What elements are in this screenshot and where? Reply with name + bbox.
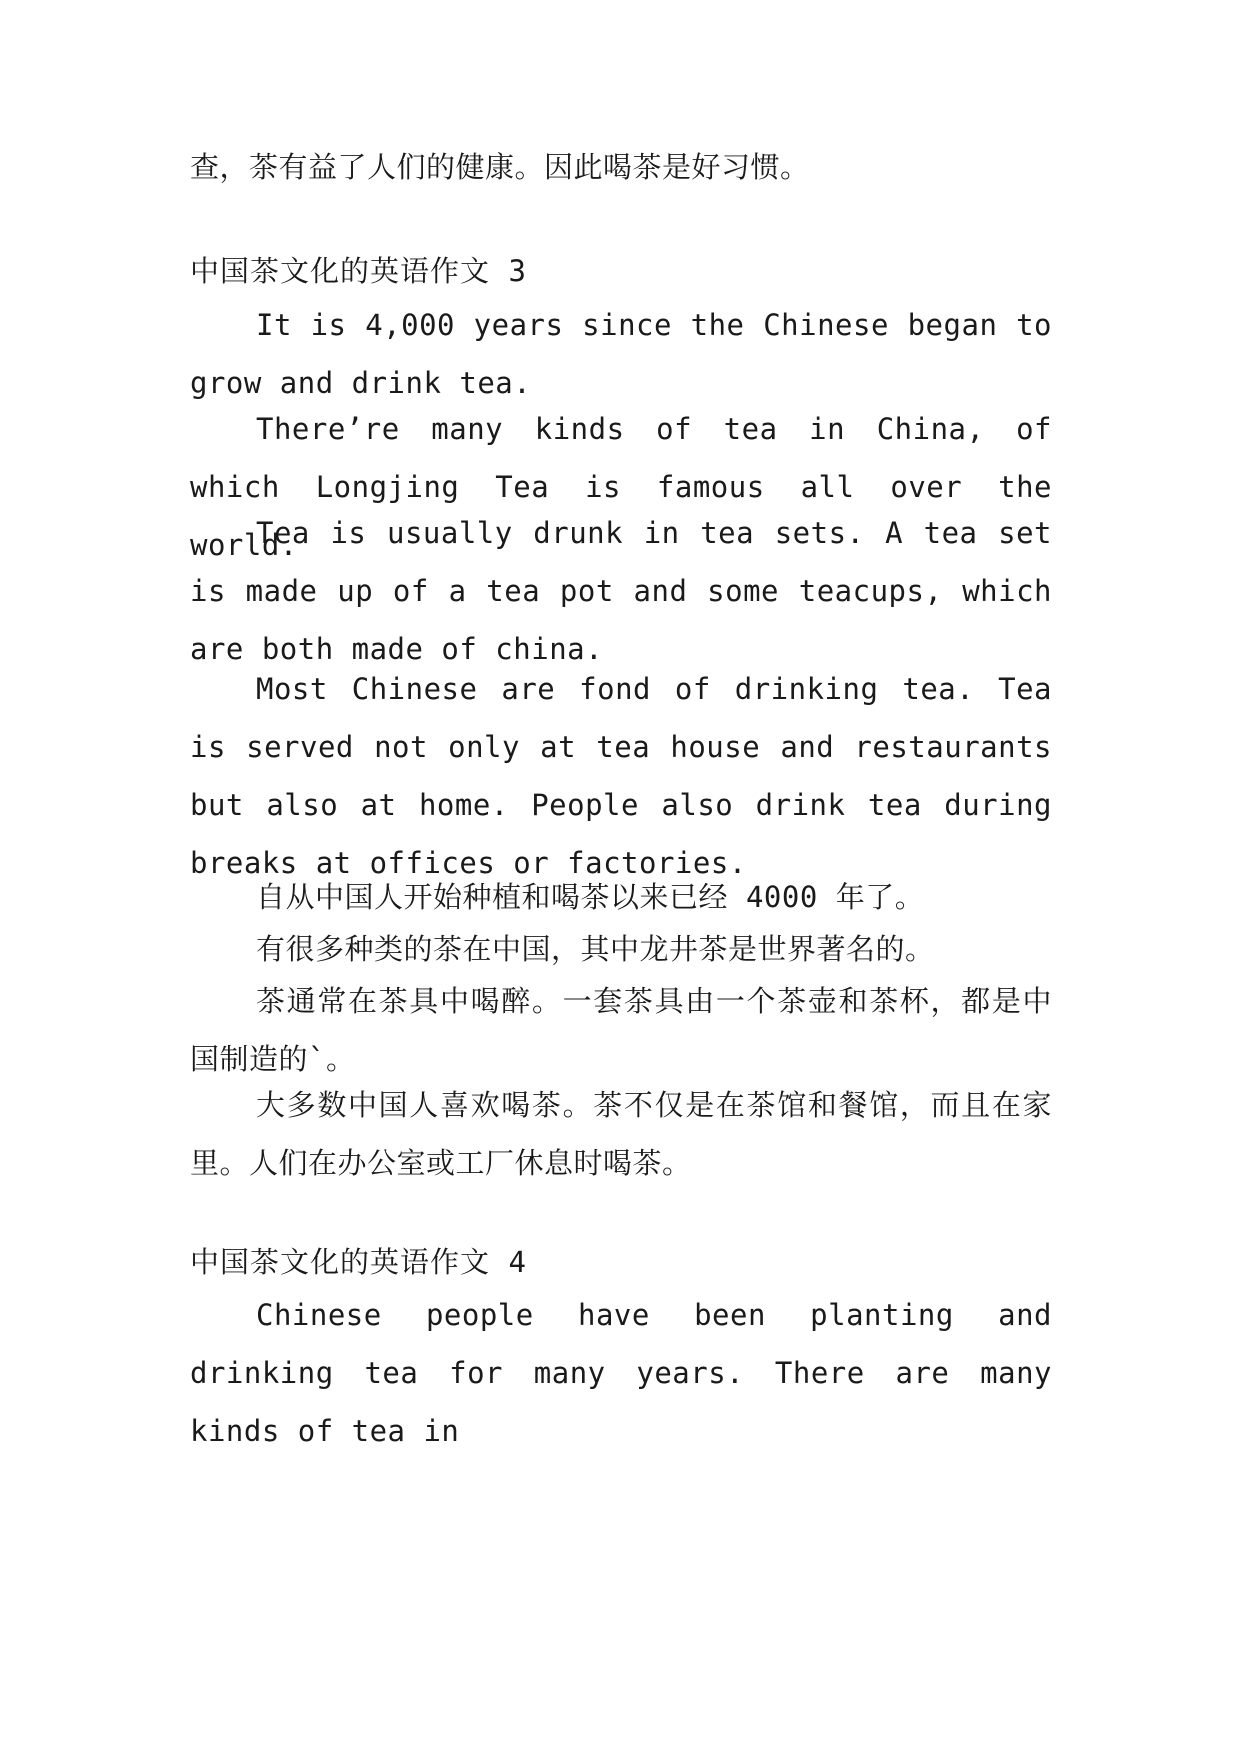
carry-over-paragraph: 查，茶有益了人们的健康。因此喝茶是好习惯。: [190, 150, 810, 184]
section-3-paragraph-7: 茶通常在茶具中喝醉。一套茶具由一个茶壶和茶杯，都是中国制造的`。: [190, 984, 1052, 1076]
section-3-paragraph-6: 有很多种类的茶在中国，其中龙井茶是世界著名的。: [256, 932, 935, 966]
section-4-heading: 中国茶文化的英语作文 4: [190, 1245, 527, 1279]
section-3-paragraph-2: There’re many kinds of tea in China, of which Longjing Tea is famous all over the world.: [190, 412, 1052, 562]
section-3-heading: 中国茶文化的英语作文 3: [190, 254, 527, 288]
section-4-paragraph-1: Chinese people have been planting and drinking tea for many years. There are many kinds of tea in: [190, 1298, 1052, 1448]
section-3-paragraph-4: Most Chinese are fond of drinking tea. Tea is served not only at tea house and restaurants but also at home. People also drink tea during breaks at offices or factories.: [190, 672, 1052, 880]
section-3-paragraph-1: It is 4,000 years since the Chinese began to grow and drink tea.: [190, 308, 1052, 400]
section-3-paragraph-8: 大多数中国人喜欢喝茶。茶不仅是在茶馆和餐馆，而且在家里。人们在办公室或工厂休息时喝茶。: [190, 1088, 1052, 1180]
section-3-paragraph-3: Tea is usually drunk in tea sets. A tea set is made up of a tea pot and some teacups, which are both made of china.: [190, 516, 1052, 666]
section-3-paragraph-5: 自从中国人开始种植和喝茶以来已经 4000 年了。: [256, 880, 925, 914]
